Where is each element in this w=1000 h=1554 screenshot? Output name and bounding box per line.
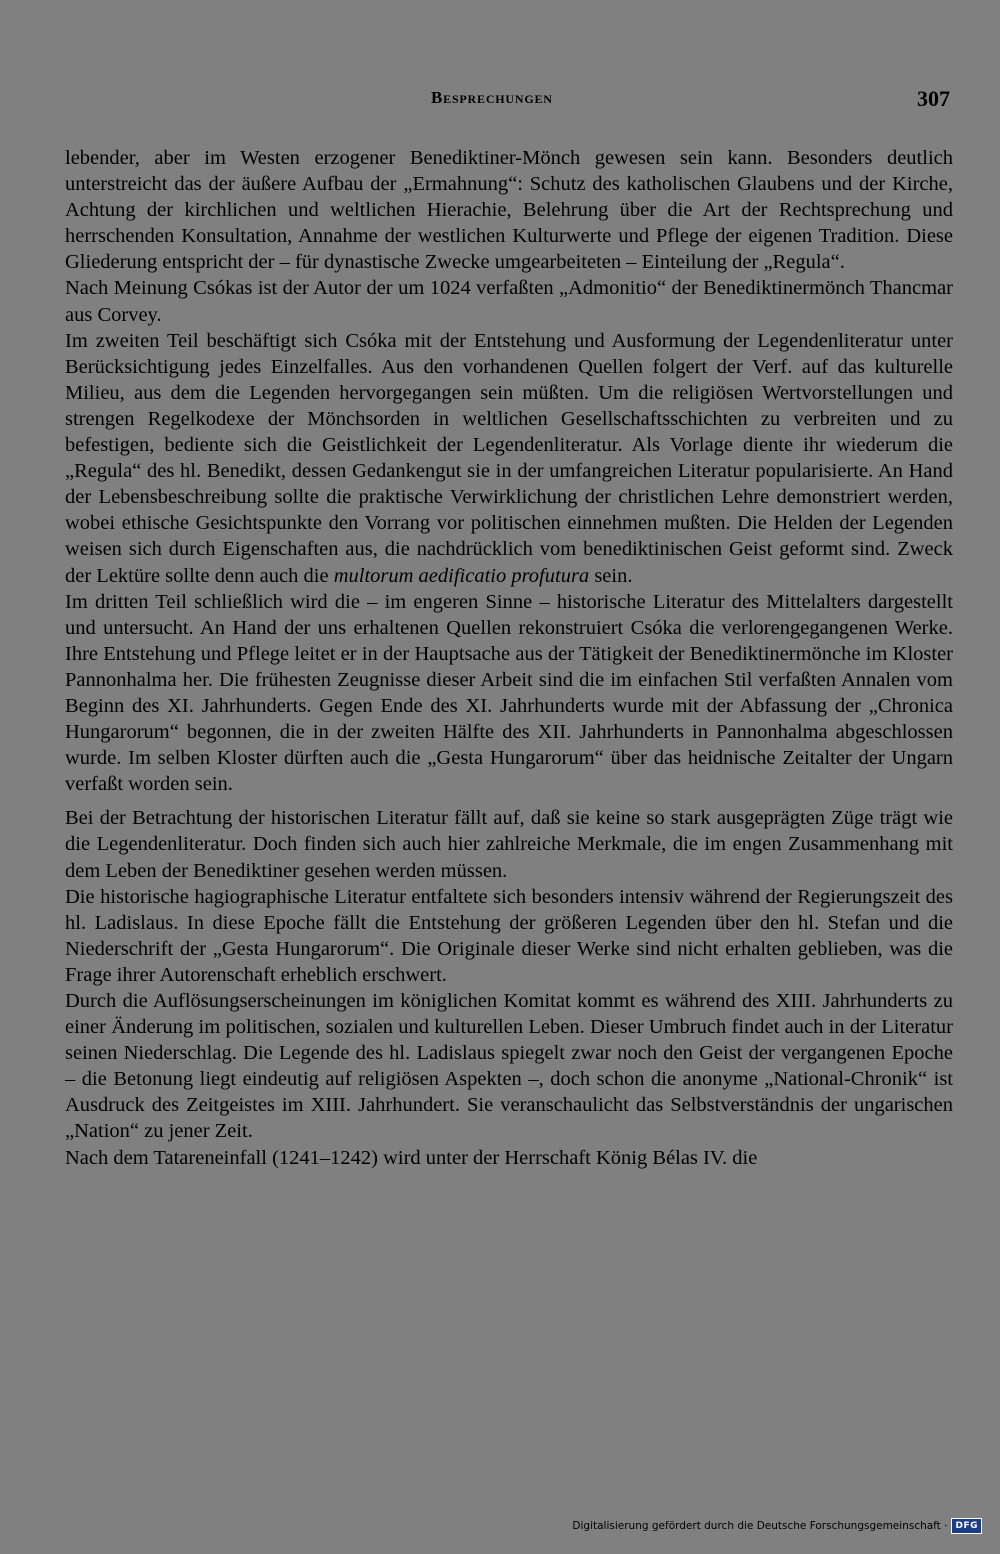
paragraph-8 (65, 1145, 953, 1171)
paragraph-2 (65, 275, 953, 327)
paragraph-1 (65, 145, 953, 275)
paragraph-6 (65, 884, 953, 988)
paragraph-tail: sein. (589, 564, 633, 587)
paragraph-text: Durch die Auflösungserscheinungen im königlichen Komitat kommt es während des XIII. Jahrhunderts zu einer Änderung im politischen, sozialen und kulturellen Leben. Dieser Umbruch findet auch in der Literatur seinen Niederschlag. Die Legende des hl. Ladislaus spiegelt zwar noch den Geist der vergangenen Epoche – die Betonung liegt eindeutig auf religiösen Aspekten –, doch schon die anonyme „National-Chronik“ ist Ausdruck des Zeitgeistes im XIII. Jahrhundert. Sie veranschaulicht das Selbstverständnis der ungarischen „Nation“ zu jener Zeit. (65, 990, 953, 1143)
digitization-credit (572, 1516, 982, 1536)
credit-text: Digitalisierung gefördert durch die Deutsche Forschungsgemeinschaft · (572, 1520, 948, 1532)
paragraph-4 (65, 589, 953, 798)
body-text (65, 145, 953, 1171)
paragraph-text: Nach dem Tatareneinfall (1241–1242) wird unter der Herrschaft König Bélas IV. die (65, 1146, 758, 1169)
paragraph-text: Bei der Betrachtung der historischen Literatur fällt auf, daß sie keine so stark ausgeprägten Züge trägt wie die Legendenliteratur. Doch finden sich auch hier zahlreiche Merkmale, die im engen Zusammenhang mit dem Leben der Benediktiner gesehen werden müssen. (65, 807, 953, 882)
paragraph-text: Die historische hagiographische Literatur entfaltete sich besonders intensiv während der Regierungszeit des hl. Ladislaus. In diese Epoche fällt die Entstehung der größeren Legenden über den hl. Stefan und die Niederschrift der „Gesta Hungarorum“. Die Originale dieser Werke sind nicht erhalten geblieben, was die Frage ihrer Autorenschaft erheblich erschwert. (65, 885, 953, 986)
paragraph-text: Im zweiten Teil beschäftigt sich Csóka mit der Entstehung und Ausformung der Legendenliteratur unter Berücksichtigung jedes Einzelfalles. Aus den vorhandenen Quellen folgert der Verf. auf das kulturelle Milieu, aus dem die Legenden hervorgegangen sein müßten. Um die religiösen Wertvorstellungen und strengen Regelkodexe der Mönchsorden in weltlichen Gesellschaftsschichten zu verbreiten und zu befestigen, bediente sich die Geistlichkeit der Legendenliteratur. Als Vorlage diente ihr wiederum die „Regula“ des hl. Benedikt, dessen Gedankengut sie in der umfangreichen Literatur popularisierte. An Hand der Lebensbeschreibung sollte die praktische Verwirklichung der christlichen Lehre demonstriert werden, wobei ethische Gesichtspunkte den Vorrang vor politischen einnehmen mußten. Die Helden der Legenden weisen sich durch Eigenschaften aus, die nachdrücklich vom benediktinischen Geist geformt sind. Zweck der Lektüre sollte denn auch die (65, 329, 953, 587)
paragraph-text: Nach Meinung Csókas ist der Autor der um 1024 verfaßten „Admonitio“ der Benediktinermönch Thancmar aus Corvey. (65, 277, 953, 326)
paragraph-7 (65, 988, 953, 1145)
dfg-logo: DFG (951, 1518, 982, 1534)
paragraph-3 (65, 328, 953, 589)
paragraph-text: lebender, aber im Westen erzogener Benediktiner-Mönch gewesen sein kann. Besonders deutlich unterstreicht das der äußere Aufbau der „Ermahnung“: Schutz des katholischen Glaubens und der Kirche, Achtung der kirchlichen und weltlichen Hierachie, Belehrung über die Art der Rechtsprechung und herrschenden Konsultation, Annahme der westlichen Kulturwerte und Pflege der eigenen Tradition. Diese Gliederung entspricht der – für dynastische Zwecke umgearbeiteten – Einteilung der „Regula“. (65, 147, 953, 274)
paragraph-text: Im dritten Teil schließlich wird die – im engeren Sinne – historische Literatur des Mittelalters dargestellt und untersucht. An Hand der uns erhaltenen Quellen rekonstruiert Csóka die verlorengegangenen Werke. Ihre Entstehung und Pflege leitet er in der Hauptsache aus der Tätigkeit der Benediktinermönche im Kloster Pannonhalma her. Die frühesten Zeugnisse dieser Arbeit sind die im einfachen Stil verfaßten Annalen vom Beginn des XI. Jahrhunderts. Gegen Ende des XI. Jahrhunderts wurde mit der Abfassung der „Chronica Hungarorum“ begonnen, die in der zweiten Hälfte des XII. Jahrhunderts in Pannonhalma abgeschlossen wurde. Im selben Kloster dürften auch die „Gesta Hungarorum“ über das heidnische Zeitalter der Ungarn verfaßt worden sein. (65, 590, 953, 796)
page-number: 307 (917, 86, 950, 111)
running-title: Besprechungen (431, 88, 553, 107)
italic-latin-phrase: multorum aedificatio profutura (333, 564, 590, 587)
paragraph-5 (65, 805, 953, 883)
running-head (0, 86, 1000, 116)
